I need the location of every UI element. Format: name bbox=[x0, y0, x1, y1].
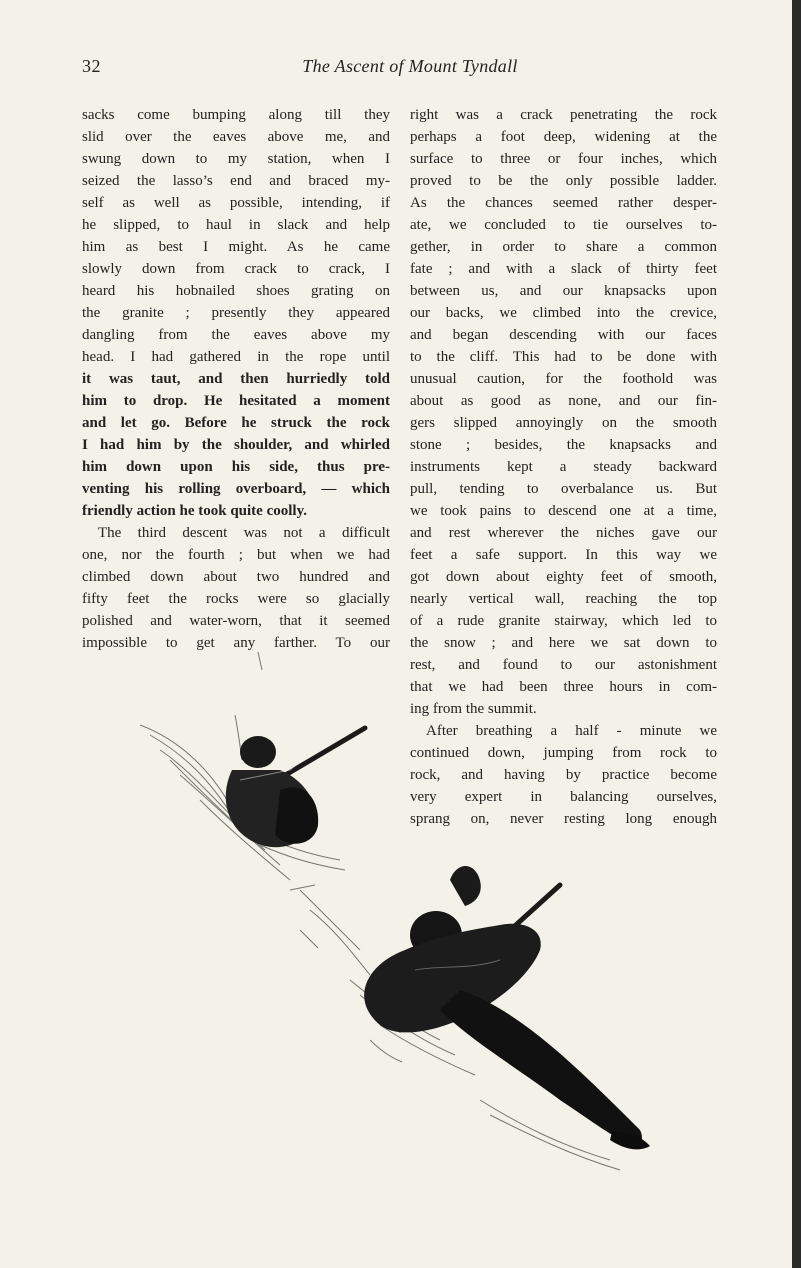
text-line: self as well as possible, intending, if bbox=[82, 195, 390, 211]
text-line: the snow ; and here we sat down to bbox=[410, 635, 717, 651]
text-line: fifty feet the rocks were so glacially bbox=[82, 591, 390, 607]
page-number: 32 bbox=[82, 56, 101, 76]
text-line: slid over the eaves above me, and bbox=[82, 129, 390, 145]
text-line: of a rude granite stairway, which led to bbox=[410, 613, 717, 629]
text-line: venting his rolling overboard, — which bbox=[82, 481, 390, 497]
text-line: very expert in balancing ourselves, bbox=[410, 789, 717, 805]
text-line: fate ; and with a slack of thirty feet bbox=[410, 261, 717, 277]
text-line: about as good as none, and our fin- bbox=[410, 393, 717, 409]
text-line: and began descending with our faces bbox=[410, 327, 717, 343]
text-line: to the cliff. This had to be done with bbox=[410, 349, 717, 365]
text-line: unusual caution, for the foothold was bbox=[410, 371, 717, 387]
text-line: dangling from the eaves above my bbox=[82, 327, 390, 343]
text-line: swung down to my station, when I bbox=[82, 151, 390, 167]
text-line: we took pains to descend one at a time, bbox=[410, 503, 717, 519]
text-line: and let go. Before he struck the rock bbox=[82, 415, 390, 431]
snow-hatching bbox=[140, 652, 620, 1170]
text-line: that we had been three hours in com- bbox=[410, 679, 717, 695]
text-line: friendly action he took quite coolly. bbox=[82, 503, 307, 519]
text-line: surface to three or four inches, which bbox=[410, 151, 717, 167]
text-line: rest, and found to our astonishment bbox=[410, 657, 717, 673]
text-line: him to drop. He hesitated a moment bbox=[82, 393, 390, 409]
text-line: him as best I might. As he came bbox=[82, 239, 390, 255]
text-line: sprang on, never resting long enough bbox=[410, 811, 717, 827]
text-line: the granite ; presently they appeared bbox=[82, 305, 390, 321]
text-line: seized the lasso’s end and braced my- bbox=[82, 173, 390, 189]
text-line: ing from the summit. bbox=[410, 701, 537, 717]
text-line: right was a crack penetrating the rock bbox=[410, 107, 717, 123]
text-line: and rest wherever the niches gave our bbox=[410, 525, 717, 541]
page-edge-shadow bbox=[792, 0, 801, 1268]
text-line: slowly down from crack to crack, I bbox=[82, 261, 390, 277]
text-line: he slipped, to haul in slack and help bbox=[82, 217, 390, 233]
text-line: nearly vertical wall, reaching the top bbox=[410, 591, 717, 607]
text-line: him down upon his side, thus pre- bbox=[82, 459, 390, 475]
text-line: I had him by the shoulder, and whirled bbox=[82, 437, 390, 453]
running-head: The Ascent of Mount Tyndall bbox=[302, 56, 518, 76]
text-line: climbed down about two hundred and bbox=[82, 569, 390, 585]
text-line: it was taut, and then hurriedly told bbox=[82, 371, 390, 387]
climbers-sliding-illustration bbox=[140, 630, 680, 1190]
text-line: head. I had gathered in the rope until bbox=[82, 349, 390, 365]
text-line: ate, we concluded to tie ourselves to- bbox=[410, 217, 717, 233]
text-line: feet a safe support. In this way we bbox=[410, 547, 717, 563]
text-line: our backs, we climbed into the crevice, bbox=[410, 305, 717, 321]
text-line: rock, and having by practice become bbox=[410, 767, 717, 783]
text-line: perhaps a foot deep, widening at the bbox=[410, 129, 717, 145]
text-line: stone ; besides, the knapsacks and bbox=[410, 437, 717, 453]
text-line: The third descent was not a difficult bbox=[98, 525, 390, 541]
text-line: continued down, jumping from rock to bbox=[410, 745, 717, 761]
text-line: got down about eighty feet of smooth, bbox=[410, 569, 717, 585]
text-line: polished and water-worn, that it seemed bbox=[82, 613, 390, 629]
text-line: heard his hobnailed shoes grating on bbox=[82, 283, 390, 299]
text-line: instruments kept a steady backward bbox=[410, 459, 717, 475]
text-line: between us, and our knapsacks upon bbox=[410, 283, 717, 299]
text-line: impossible to get any farther. To our bbox=[82, 635, 390, 651]
lower-climber bbox=[364, 866, 650, 1149]
text-line: one, nor the fourth ; but when we had bbox=[82, 547, 390, 563]
text-line: pull, tending to overbalance us. But bbox=[410, 481, 717, 497]
text-line: proved to be the only possible ladder. bbox=[410, 173, 717, 189]
text-line: As the chances seemed rather desper- bbox=[410, 195, 717, 211]
text-line: sacks come bumping along till they bbox=[82, 107, 390, 123]
text-line: gers slipped annoyingly on the smooth bbox=[410, 415, 717, 431]
text-line: gether, in order to share a common bbox=[410, 239, 717, 255]
text-line: After breathing a half - minute we bbox=[426, 723, 717, 739]
upper-climber bbox=[226, 728, 365, 847]
